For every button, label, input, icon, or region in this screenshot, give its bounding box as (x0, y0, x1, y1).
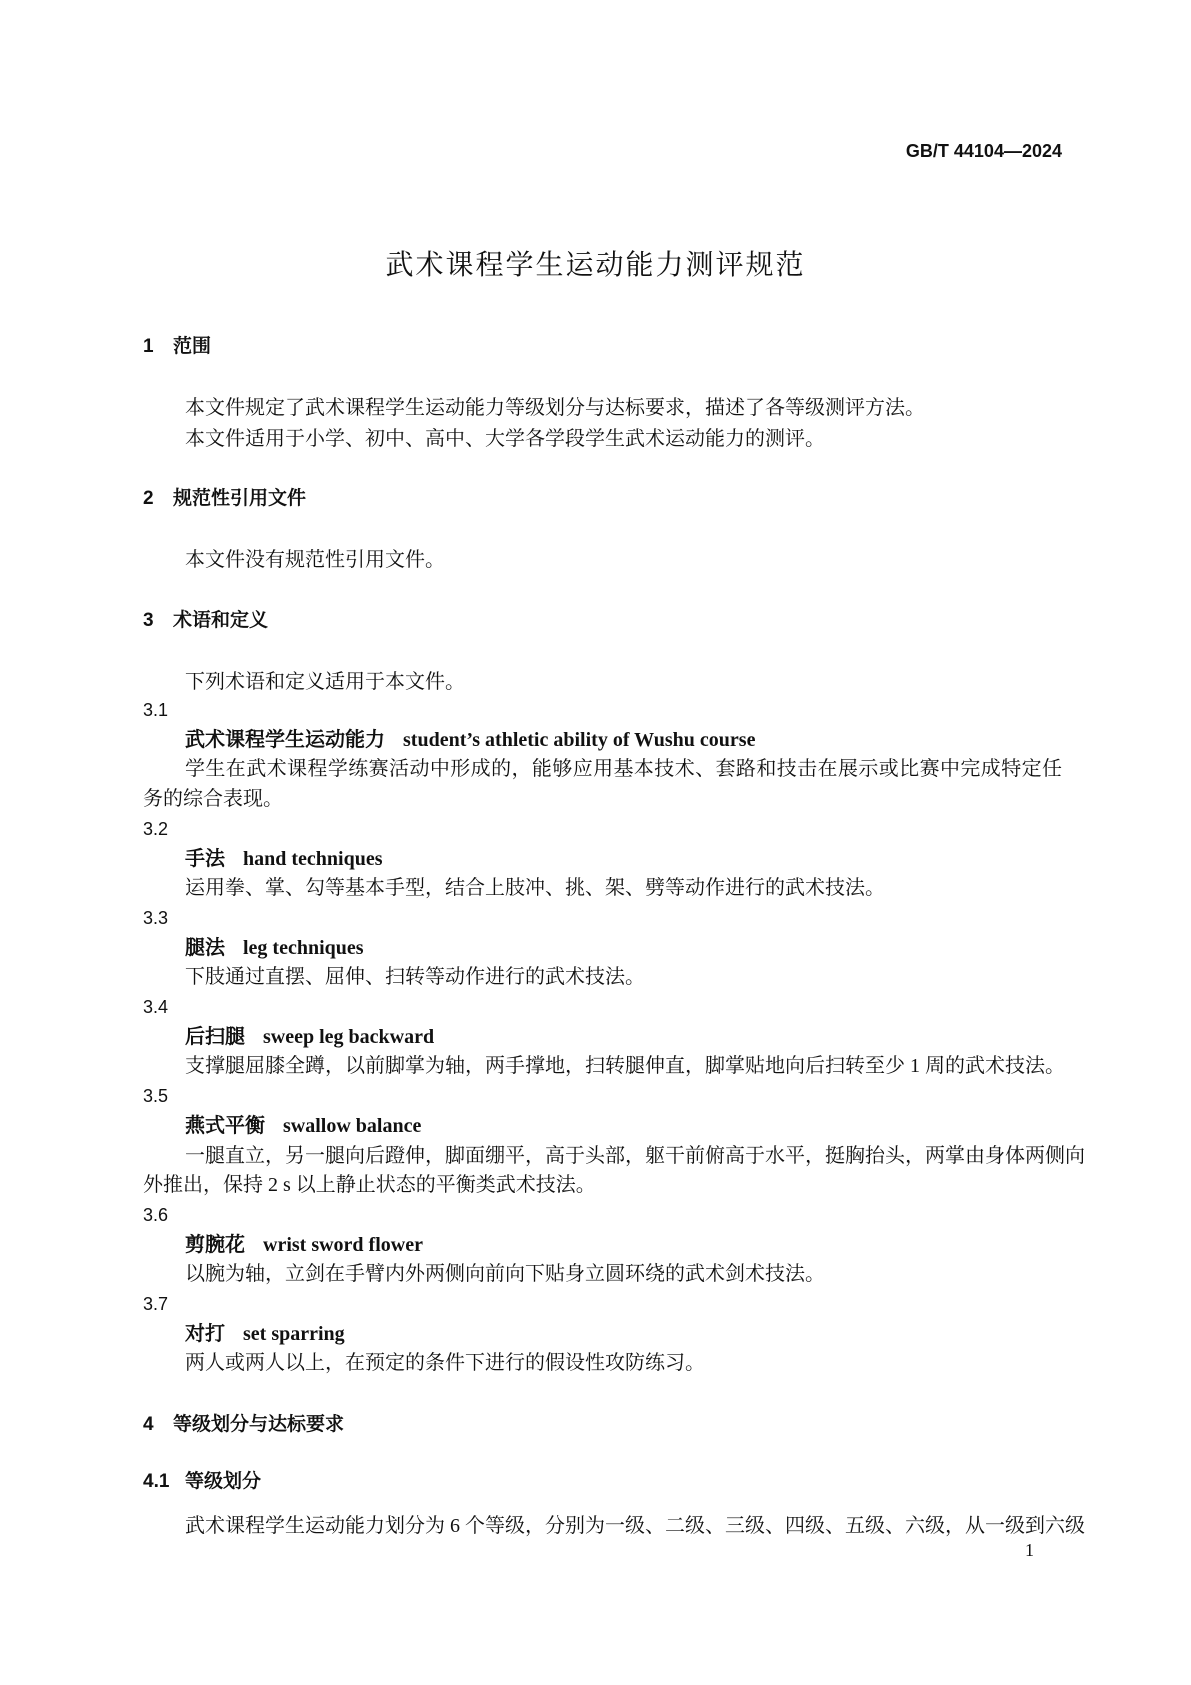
term-zh: 后扫腿 (185, 1025, 245, 1048)
term-definition: 学生在武术课程学练赛活动中形成的，能够应用基本技术、套路和技击在展示或比赛中完成特定任 (185, 758, 1062, 781)
section-number: 1 (143, 336, 154, 357)
term-heading (185, 936, 1062, 960)
document-number: GB/T 44104—2024 (905, 141, 1062, 161)
section-heading-1 (143, 335, 1062, 359)
term-number: 3.1 (143, 700, 169, 720)
section-number: 3 (143, 610, 154, 631)
term-number: 3.3 (143, 907, 169, 928)
term-en: sweep leg backward (263, 1025, 435, 1048)
term-definition: 下肢通过直摆、屈伸、扫转等动作进行的武术技法。 (185, 966, 645, 989)
term-definition: 两人或两人以上，在预定的条件下进行的假设性攻防练习。 (185, 1352, 705, 1375)
term-zh: 剪腕花 (185, 1233, 245, 1256)
subsection-title: 等级划分 (185, 1471, 262, 1492)
term-en: student’s athletic ability of Wushu course (403, 728, 756, 751)
term-en: leg techniques (243, 936, 364, 959)
section-heading-4 (143, 1413, 1062, 1437)
term-number: 3.5 (143, 1086, 169, 1107)
document-title: 武术课程学生运动能力测评规范 (385, 249, 806, 280)
section-title: 等级划分与达标要求 (173, 1414, 345, 1435)
term-heading (185, 1233, 1062, 1257)
section-number: 2 (143, 488, 154, 509)
term-heading (185, 1114, 1062, 1138)
term-zh: 武术课程学生运动能力 (185, 728, 385, 751)
term-definition: 支撑腿屈膝全蹲，以前脚掌为轴，两手撑地，扫转腿伸直，脚掌贴地向后扫转至少 1 周的武术技法。 (185, 1055, 1065, 1078)
term-zh: 腿法 (185, 936, 225, 959)
paragraph: 本文件规定了武术课程学生运动能力等级划分与达标要求，描述了各等级测评方法。 (185, 397, 925, 419)
term-en: hand techniques (243, 847, 383, 870)
term-zh: 手法 (185, 847, 225, 870)
term-number: 3.4 (143, 997, 169, 1017)
term-definition: 运用拳、掌、勾等基本手型，结合上肢冲、挑、架、劈等动作进行的武术技法。 (185, 877, 885, 900)
section-heading-3 (143, 609, 1062, 633)
term-en: set sparring (243, 1322, 345, 1345)
term-definition: 一腿直立，另一腿向后蹬伸，脚面绷平，高于头部，躯干前俯高于水平，挺胸抬头，两掌由身体两侧向 (185, 1144, 1085, 1167)
term-heading (185, 1322, 1062, 1346)
term-en: swallow balance (283, 1114, 422, 1137)
page-number: 1 (1025, 1540, 1034, 1560)
term-definition-cont: 务的综合表现。 (143, 788, 283, 811)
term-zh: 对打 (185, 1322, 225, 1345)
subsection-heading-4-1 (143, 1470, 1062, 1494)
term-definition: 以腕为轴，立剑在手臂内外两侧向前向下贴身立圆环绕的武术剑术技法。 (185, 1263, 825, 1286)
term-number: 3.2 (143, 818, 169, 839)
term-en: wrist sword flower (263, 1233, 423, 1256)
section-number: 4 (143, 1414, 154, 1435)
section-title: 术语和定义 (173, 610, 269, 631)
term-heading (185, 1025, 1062, 1049)
section-title: 规范性引用文件 (173, 488, 307, 509)
paragraph: 下列术语和定义适用于本文件。 (185, 671, 465, 693)
paragraph: 本文件适用于小学、初中、高中、大学各学段学生武术运动能力的测评。 (185, 428, 825, 450)
paragraph: 本文件没有规范性引用文件。 (185, 549, 445, 571)
term-number: 3.7 (143, 1294, 169, 1314)
term-definition-cont: 外推出，保持 2 s 以上静止状态的平衡类武术技法。 (143, 1174, 596, 1197)
section-title: 范围 (173, 336, 212, 357)
subsection-number: 4.1 (143, 1471, 170, 1492)
section-heading-2 (143, 487, 1062, 511)
paragraph: 武术课程学生运动能力划分为 6 个等级，分别为一级、二级、三级、四级、五级、六级，从一级到六级 (185, 1515, 1085, 1537)
term-number: 3.6 (143, 1204, 169, 1225)
term-heading (185, 728, 1062, 752)
term-heading (185, 847, 1062, 871)
term-zh: 燕式平衡 (185, 1114, 265, 1137)
